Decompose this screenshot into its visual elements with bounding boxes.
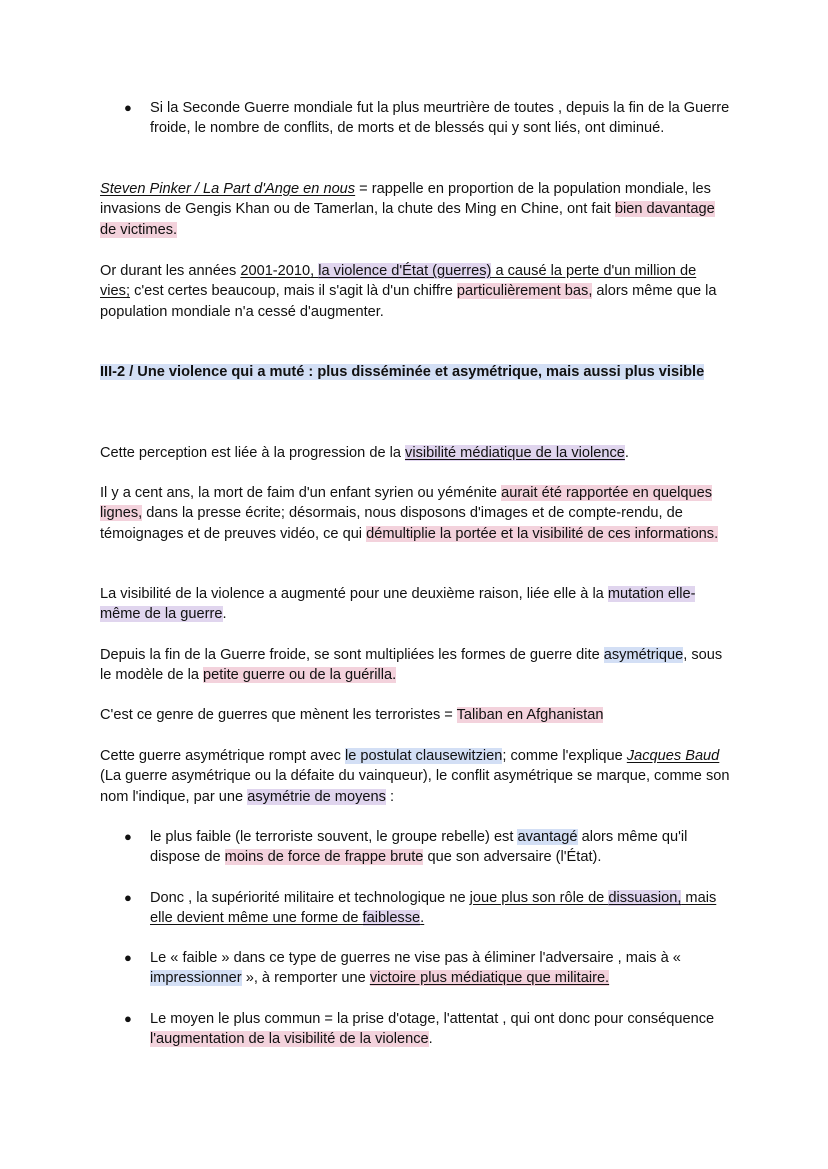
- highlight-bas: particulièrement bas,: [456, 283, 593, 300]
- bullet-moyen-commun: Le moyen le plus commun = la prise d'otage, l'attentat , qui ont donc pour conséquence l'augmentation de la visibilité de la violence.: [150, 1011, 715, 1048]
- bullet-seconde-guerre: Si la Seconde Guerre mondiale fut la plus meurtrière de toutes , depuis la fin de la Guerre froide, le nombre de conflits, de morts et de blessés qui y sont liés, ont diminué.: [150, 100, 730, 137]
- reference-pinker: Steven Pinker / La Part d'Ange en nous: [100, 181, 356, 197]
- bullet-dot: ●: [124, 829, 132, 844]
- highlight-visibilite-mediatique: visibilité médiatique de la violence: [405, 445, 625, 461]
- highlight-guerilla: petite guerre ou de la guérilla.: [203, 667, 397, 684]
- bullet-plus-faible: le plus faible (le terroriste souvent, le groupe rebelle) est avantagé alors même qu'il dispose de moins de force de frappe brute que son adversaire (l'État).: [150, 829, 688, 866]
- highlight-quelques-lignes: aurait été rapportée en quelques lignes,: [100, 485, 713, 522]
- highlight-asymetrique: asymétrique: [603, 647, 684, 663]
- highlight-force-frappe: moins de force de frappe brute: [224, 849, 424, 866]
- paragraph-baud: Cette guerre asymétrique rompt avec le postulat clausewitzien; comme l'explique Jacques Baud (La guerre asymétrique ou la défaite du vainqueur), le conflit asymétrique se marque, comme son nom l'indique, par une asymétrie de moyens :: [100, 748, 730, 805]
- highlight-clausewitzien: le postulat clausewitzien: [344, 748, 503, 764]
- section-heading: III-2 / Une violence qui a muté : plus disséminée et asymétrique, mais aussi plus visible: [100, 364, 705, 380]
- highlight-dissuasion: dissuasion,: [608, 890, 682, 906]
- highlight-mutation: mutation elle-même de la guerre: [100, 586, 696, 623]
- paragraph-taliban: C'est ce genre de guerres que mènent les terroristes = Taliban en Afghanistan: [100, 707, 604, 723]
- bullet-dot: ●: [124, 100, 132, 115]
- highlight-violence-etat: la violence d'État (guerres): [318, 263, 492, 279]
- bullet-superiorite: Donc , la supériorité militaire et technologique ne joue plus son rôle de dissuasion, mais elle devient même une forme de faiblesse.: [150, 890, 717, 927]
- highlight-asymetrie-moyens: asymétrie de moyens: [247, 788, 386, 805]
- paragraph-deuxieme-raison: La visibilité de la violence a augmenté pour une deuxième raison, liée elle à la mutation elle-même de la guerre.: [100, 586, 696, 623]
- paragraph-cent-ans: Il y a cent ans, la mort de faim d'un enfant syrien ou yéménite aurait été rapportée en quelques lignes, dans la presse écrite; désormais, nous disposons d'images et de compte-rendu, de témoignages et de preuves vidéo, ce qui démultiplie la portée et la visibilité de ces informations.: [100, 485, 719, 542]
- highlight-faiblesse: faiblesse: [362, 910, 421, 927]
- bullet-dot: ●: [124, 1011, 132, 1026]
- bullet-dot: ●: [124, 890, 132, 905]
- paragraph-perception: Cette perception est liée à la progression de la visibilité médiatique de la violence.: [100, 445, 629, 461]
- highlight-avantage: avantagé: [517, 829, 578, 845]
- paragraph-2001-2010: Or durant les années 2001-2010, la violence d'État (guerres) a causé la perte d'un million de vies; c'est certes beaucoup, mais il s'agit là d'un chiffre particulièrement bas, alors même que la population mondiale n'a cessé d'augmenter.: [100, 263, 717, 320]
- author-baud: Jacques Baud: [626, 748, 720, 764]
- paragraph-asymetrique: Depuis la fin de la Guerre froide, se sont multipliées les formes de guerre dite asymétrique, sous le modèle de la petite guerre ou de la guérilla.: [100, 647, 723, 684]
- highlight-impressionner: impressionner: [150, 970, 242, 987]
- highlight-augmentation-visibilite: l'augmentation de la visibilité de la violence: [150, 1031, 429, 1048]
- highlight-victoire-mediatique: victoire plus médiatique que militaire.: [369, 970, 610, 987]
- highlight-demultiplie: démultiplie la portée et la visibilité de ces informations.: [366, 525, 719, 542]
- highlight-taliban: Taliban en Afghanistan: [456, 707, 604, 723]
- bullet-dot: ●: [124, 950, 132, 965]
- bullet-faible: Le « faible » dans ce type de guerres ne vise pas à éliminer l'adversaire , mais à « impressionner », à remporter une victoire plus médiatique que militaire.: [150, 950, 681, 987]
- highlight-victimes: bien davantage de victimes.: [100, 201, 715, 238]
- paragraph-pinker: Steven Pinker / La Part d'Ange en nous = rappelle en proportion de la population mondiale, les invasions de Gengis Khan ou de Tamerlan, la chute des Ming en Chine, ont fait bien davantage de victimes.: [100, 181, 715, 238]
